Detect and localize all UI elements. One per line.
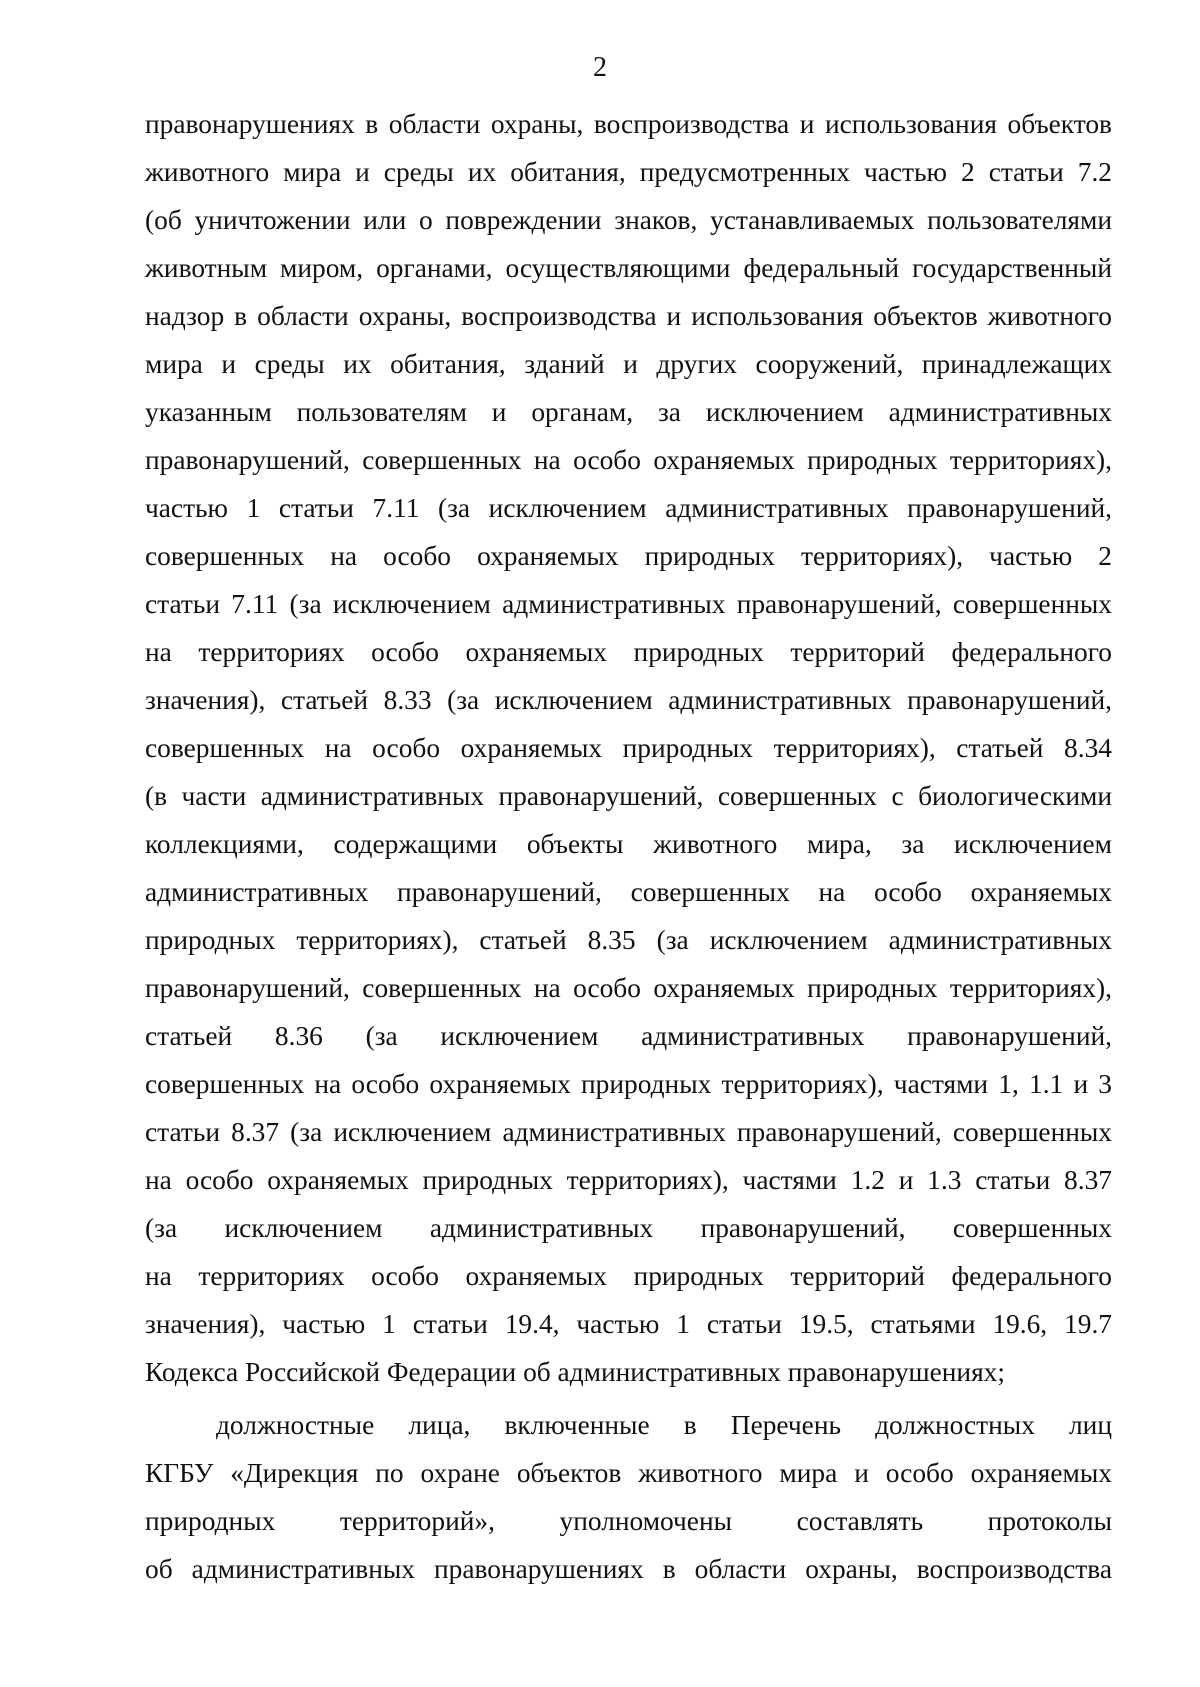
- text-line: статьей 8.36 (за исключением административных правонарушений,: [145, 1021, 1112, 1051]
- text-line: значения), частью 1 статьи 19.4, частью 1 статьи 19.5, статьями 19.6, 19.7: [145, 1309, 1112, 1339]
- text-line: Кодекса Российской Федерации об административных правонарушениях;: [145, 1357, 1005, 1387]
- text-line: (в части административных правонарушений, совершенных с биологическими: [145, 781, 1112, 811]
- text-line: значения), статьей 8.33 (за исключением административных правонарушений,: [145, 685, 1112, 715]
- text-line: мира и среды их обитания, зданий и других сооружений, принадлежащих: [145, 349, 1112, 379]
- text-line: совершенных на особо охраняемых природных территориях), частью 2: [145, 541, 1112, 571]
- document-body: [145, 100, 1112, 1593]
- text-line: на особо охраняемых природных территориях), частями 1.2 и 1.3 статьи 8.37: [145, 1165, 1112, 1195]
- text-line: животным миром, органами, осуществляющими федеральный государственный: [145, 253, 1112, 283]
- paragraph-1: [145, 100, 1112, 1396]
- text-line: административных правонарушений, совершенных на особо охраняемых: [145, 877, 1112, 907]
- text-line: животного мира и среды их обитания, предусмотренных частью 2 статьи 7.2: [145, 157, 1112, 187]
- text-line: совершенных на особо охраняемых природных территориях), статьей 8.34: [145, 733, 1112, 763]
- text-line: коллекциями, содержащими объекты животного мира, за исключением: [145, 829, 1112, 859]
- text-line: КГБУ «Дирекция по охране объектов животного мира и особо охраняемых: [145, 1458, 1112, 1488]
- text-line: правонарушений, совершенных на особо охраняемых природных территориях),: [145, 445, 1112, 475]
- text-line: об административных правонарушениях в области охраны, воспроизводства: [145, 1554, 1112, 1584]
- paragraph-2: [145, 1401, 1112, 1593]
- text-line: на территориях особо охраняемых природных территорий федерального: [145, 637, 1112, 667]
- text-line: правонарушениях в области охраны, воспроизводства и использования объектов: [145, 109, 1112, 139]
- text-line: статьи 7.11 (за исключением административных правонарушений, совершенных: [145, 589, 1112, 619]
- text-line: (за исключением административных правонарушений, совершенных: [145, 1213, 1112, 1243]
- text-line: (об уничтожении или о повреждении знаков, устанавливаемых пользователями: [145, 205, 1112, 235]
- text-line: статьи 8.37 (за исключением административных правонарушений, совершенных: [145, 1117, 1112, 1147]
- text-line: природных территорий», уполномочены составлять протоколы: [145, 1506, 1112, 1536]
- text-line: должностные лица, включенные в Перечень должностных лиц: [216, 1410, 1112, 1440]
- text-line: частью 1 статьи 7.11 (за исключением административных правонарушений,: [145, 493, 1112, 523]
- page-number: 2: [593, 52, 607, 83]
- text-line: совершенных на особо охраняемых природных территориях), частями 1, 1.1 и 3: [145, 1069, 1112, 1099]
- text-line: правонарушений, совершенных на особо охраняемых природных территориях),: [145, 973, 1112, 1003]
- text-line: на территориях особо охраняемых природных территорий федерального: [145, 1261, 1112, 1291]
- text-line: природных территориях), статьей 8.35 (за исключением административных: [145, 925, 1112, 955]
- text-line: указанным пользователям и органам, за исключением административных: [145, 397, 1112, 427]
- text-line: надзор в области охраны, воспроизводства и использования объектов животного: [145, 301, 1112, 331]
